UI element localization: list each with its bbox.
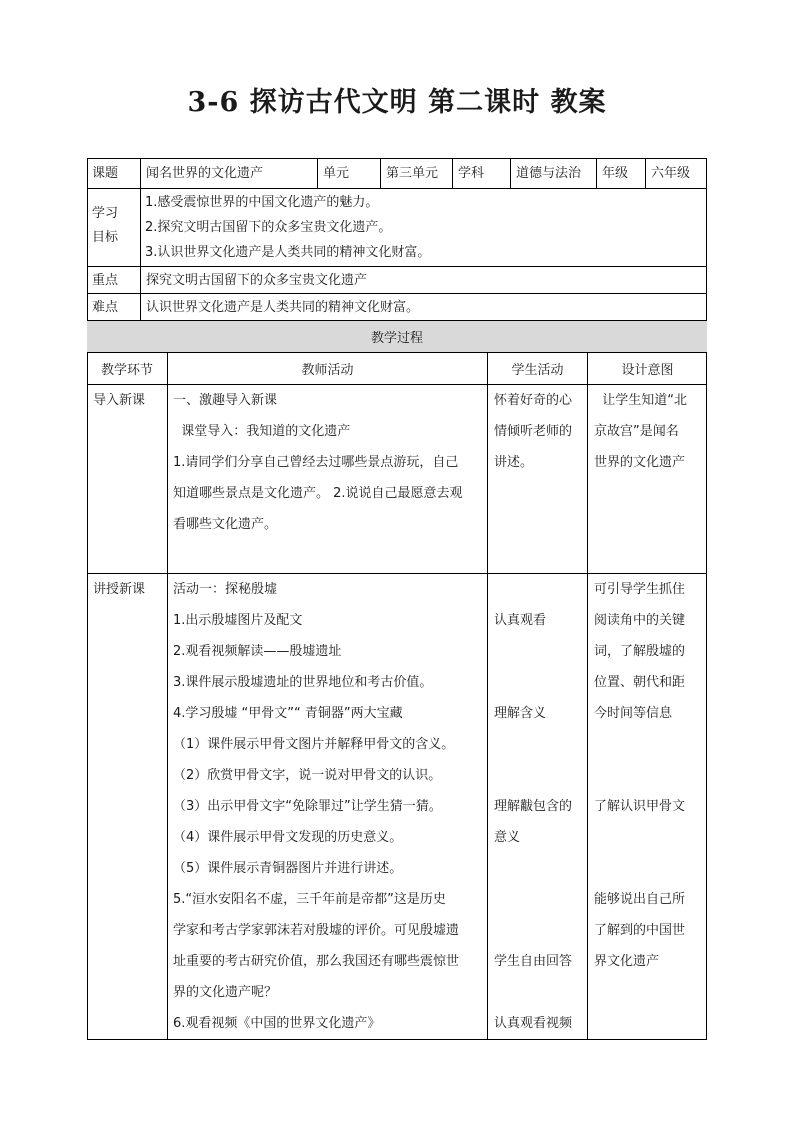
intent-line: [594, 853, 701, 884]
difficulty-row: [87, 293, 707, 320]
intent-line: 了解认识甲骨文: [594, 799, 686, 814]
grade-value: 六年级: [645, 158, 707, 188]
student-line: [494, 667, 581, 698]
teacher-line: （3）出示甲骨文字“免除罪过”让学生猜一猜。: [173, 799, 442, 814]
topic-value: 闻名世界的文化遗产: [140, 158, 317, 188]
intent-line: 让学生知道“北: [594, 393, 687, 408]
section-teaching-intent: [587, 574, 707, 1040]
teacher-line: 6.观看视频《中国的世界文化遗产》: [173, 1016, 381, 1031]
teacher-line: 一、激趣导入新课: [173, 393, 278, 408]
teacher-line: （4）课件展示甲骨文发现的历史意义。: [173, 830, 403, 845]
intent-line: [594, 977, 701, 1008]
teacher-line: （2）欣赏甲骨文字，说一说对甲骨文的认识。: [173, 768, 442, 783]
intent-line: [594, 729, 701, 760]
intent-line: 阅读角中的关键: [594, 613, 686, 628]
process-header-row: [87, 320, 707, 352]
teacher-line: （1）课件展示甲骨文图片并解释甲骨文的含义。: [173, 737, 455, 752]
unit-value: 第三单元: [380, 158, 452, 188]
teacher-line: 课堂导入：我知道的文化遗产: [173, 424, 351, 439]
goal-item: 2.探究文明古国留下的众多宝贵文化遗产。: [145, 220, 392, 235]
intent-line: 能够说出自己所: [594, 892, 686, 907]
student-line: 讲述。: [494, 455, 534, 470]
column-header-row: [87, 352, 707, 384]
difficulty-label: 难点: [92, 299, 119, 315]
column-header-teacher: 教师活动: [167, 353, 487, 384]
info-row: [87, 158, 707, 188]
teacher-line: 知道哪些景点是文化遗产。 2.说说自己最愿意去观: [173, 486, 463, 501]
teacher-line: （5）课件展示青铜器图片并进行讲述。: [173, 861, 403, 876]
teacher-line: 看哪些文化遗产。: [173, 517, 278, 532]
goal-item: 1.感受震惊世界的中国文化遗产的魅力。: [145, 195, 379, 210]
key-point-value: 探究文明古国留下的众多宝贵文化遗产: [140, 267, 707, 293]
student-line: 认真观看视频: [494, 1016, 573, 1031]
student-line: [494, 574, 581, 605]
intent-line: 位置、朝代和距: [594, 675, 686, 690]
intent-line: 界文化遗产: [594, 954, 660, 969]
unit-label: 单元: [317, 158, 380, 188]
student-line: 情倾听老师的: [494, 424, 573, 439]
column-header-stage: 教学环节: [100, 363, 153, 378]
column-header-student: 学生活动: [487, 353, 587, 384]
topic-label: 课题: [92, 165, 119, 181]
section-teaching-row: [87, 573, 707, 1040]
teacher-line: 5.“洹水安阳名不虚，三千年前是帝都”这是历史: [173, 892, 446, 907]
goal-item: 3.认识世界文化遗产是人类共同的精神文化财富。: [145, 245, 431, 260]
section-intro-row: [87, 384, 707, 573]
student-line: 意义: [494, 830, 521, 845]
intent-line: 世界的文化遗产: [594, 455, 686, 470]
column-header-intent: 设计意图: [587, 353, 707, 384]
teacher-line: 活动一：探秘殷墟: [173, 582, 278, 597]
intent-line: 词，了解殷墟的: [594, 644, 686, 659]
section-teaching-student: [487, 574, 587, 1040]
goals-label-line2: 目标: [92, 230, 119, 245]
teacher-line: 1.出示殷墟图片及配文: [173, 613, 303, 628]
teacher-line: 界的文化遗产呢？: [173, 985, 278, 1000]
intent-line: 了解到的中国世: [594, 923, 686, 938]
key-point-row: [87, 266, 707, 293]
goals-list: [140, 189, 707, 266]
section-intro-student: [487, 385, 587, 573]
student-line: [494, 884, 581, 915]
student-line: 学生自由回答: [494, 954, 573, 969]
student-line: [494, 729, 581, 760]
teacher-line: 学家和考古学家郭沫若对殷墟的评价。可见殷墟遗: [173, 923, 460, 938]
student-line: [494, 915, 581, 946]
section-intro-name: 导入新课: [93, 393, 146, 408]
key-point-label: 重点: [92, 272, 119, 288]
section-teaching-teacher: [167, 574, 487, 1040]
subject-label: 学科: [452, 158, 510, 188]
student-line: 认真观看: [494, 613, 547, 628]
page-title: 3-6 探访古代文明 第二课时 教案: [187, 87, 607, 118]
intent-line: [594, 822, 701, 853]
teacher-line: 1.请同学们分享自己曾经去过哪些景点游玩，自己: [173, 455, 459, 470]
section-intro-intent: [587, 385, 707, 573]
intent-line: 今时间等信息: [594, 706, 673, 721]
difficulty-value: 认识世界文化遗产是人类共同的精神文化财富。: [140, 294, 707, 320]
student-line: [494, 853, 581, 884]
student-line: [494, 636, 581, 667]
teacher-line: 3.课件展示殷墟遗址的世界地位和考古价值。: [173, 675, 433, 690]
student-line: 怀着好奇的心: [494, 393, 573, 408]
grade-label: 年级: [596, 158, 645, 188]
teacher-line: 址重要的考古研究价值，那么我国还有哪些震惊世: [173, 954, 460, 969]
student-line: [494, 760, 581, 791]
intent-line: [594, 760, 701, 791]
teacher-line: 2.观看视频解读——殷墟遗址: [173, 644, 342, 659]
goals-row: [87, 188, 707, 266]
goals-label: [87, 189, 140, 266]
intent-line: 京故宫”是闻名: [594, 424, 679, 439]
student-line: 理解黻包含的: [494, 799, 573, 814]
student-line: [494, 977, 581, 1008]
teacher-line: 4.学习殷墟 “甲骨文”“ 青铜器”两大宝藏: [173, 706, 403, 721]
intent-line: [594, 1008, 701, 1039]
section-intro-teacher: [167, 385, 487, 573]
goals-label-line1: 学习: [92, 206, 119, 221]
process-header: 教学过程: [370, 331, 423, 346]
section-teaching-name: 讲授新课: [93, 582, 146, 597]
intent-line: 可引导学生抓住: [594, 582, 686, 597]
student-line: 理解含义: [494, 706, 547, 721]
subject-value: 道德与法治: [510, 158, 596, 188]
